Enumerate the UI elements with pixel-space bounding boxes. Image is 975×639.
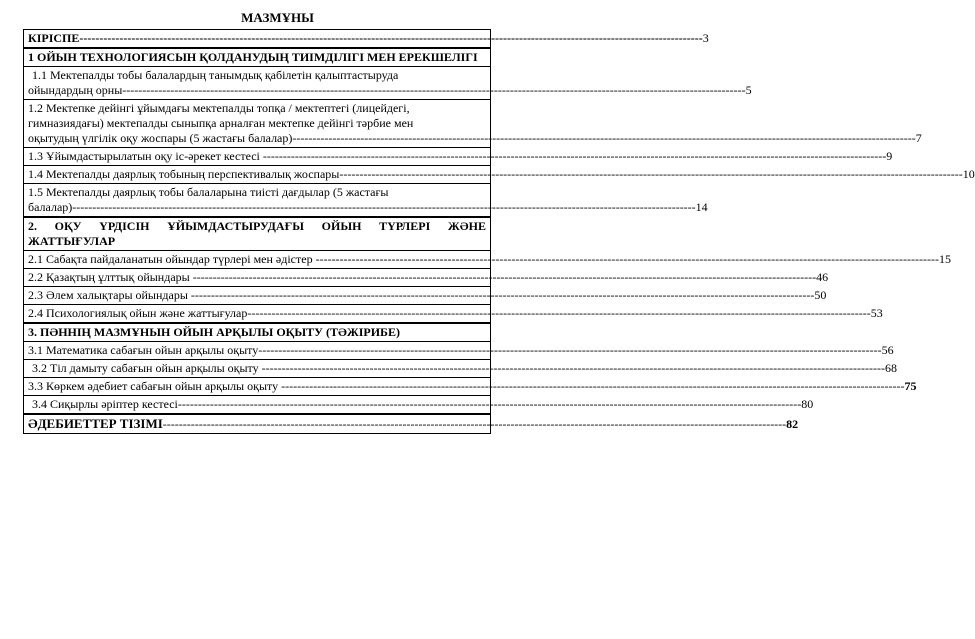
toc-row-intro	[24, 30, 491, 49]
toc-entry-text: 2.1 Сабақта пайдаланатын ойындар түрлері мен әдістер	[28, 252, 313, 266]
toc-entry-text-cont: гимназиядағы) мектепалды сыныпқа арналған мектепке дейінгі тәрбие мен	[28, 116, 414, 130]
dot-leader: ------------------------------------------------------------------------------------------------------------------------------------------------------------	[122, 83, 746, 97]
dot-leader: ------------------------------------------------------------------------------------------------------------------------------------------------------------	[339, 167, 963, 181]
toc-entry-text: 1.3 Ұйымдастырылатын оқу іс-әрекет кестесі	[28, 149, 260, 163]
toc-entry-page: 15	[938, 252, 951, 266]
dot-leader: ------------------------------------------------------------------------------------------------------------------------------------------------------------	[79, 31, 703, 45]
page-title: МАЗМҰНЫ	[241, 10, 314, 25]
toc-entry-text: 3.3 Көркем әдебиет сабағын ойын арқылы оқыту	[28, 379, 279, 393]
toc-entry-text: 3.2 Тіл дамыту сабағын ойын арқылы оқыту	[32, 361, 259, 375]
toc-row-1-1	[24, 67, 491, 100]
toc-row-chapter-1	[24, 48, 491, 67]
toc-entry-text: 2.4 Психологиялық ойын және жаттығулар	[28, 306, 248, 320]
toc-entry-text: 3.1 Математика сабағын ойын арқылы оқыту	[28, 343, 259, 357]
toc-entry-page: 56	[881, 343, 894, 357]
toc-entry-text: 1.1 Мектепалды тобы балалардың танымдық қабілетін қалыптастыруда	[32, 68, 399, 82]
toc-row-2-3	[24, 287, 491, 305]
dot-leader: ------------------------------------------------------------------------------------------------------------------------------------------------------------	[312, 252, 939, 266]
dot-leader: ------------------------------------------------------------------------------------------------------------------------------------------------------------	[258, 343, 882, 357]
toc-entry-page: 75	[904, 379, 917, 393]
toc-entry-page: 7	[915, 131, 922, 145]
toc-entry-text: ӘДЕБИЕТТЕР ТІЗІМІ	[28, 416, 163, 431]
dot-leader: ------------------------------------------------------------------------------------------------------------------------------------------------------------	[189, 270, 817, 284]
toc-row-1-2	[24, 100, 491, 148]
toc-row-3-4	[24, 396, 491, 415]
dot-leader: ------------------------------------------------------------------------------------------------------------------------------------------------------------	[187, 288, 815, 302]
dot-leader: ------------------------------------------------------------------------------------------------------------------------------------------------------------	[259, 149, 887, 163]
dot-leader: ------------------------------------------------------------------------------------------------------------------------------------------------------------	[258, 361, 886, 375]
toc-entry-page: 53	[870, 306, 883, 320]
dot-leader: ------------------------------------------------------------------------------------------------------------------------------------------------------------	[292, 131, 916, 145]
toc-row-2-1	[24, 251, 491, 269]
toc-row-1-5	[24, 184, 491, 218]
toc-entry-page: 80	[801, 397, 814, 411]
toc-entry-text-cont: ойындардың орны	[28, 83, 123, 97]
dot-leader: ------------------------------------------------------------------------------------------------------------------------------------------------------------	[177, 397, 802, 411]
toc-row-chapter-3	[24, 323, 491, 342]
dot-leader: ------------------------------------------------------------------------------------------------------------------------------------------------------------	[278, 379, 905, 393]
toc-entry-text: 2.3 Әлем халықтары ойындары	[28, 288, 188, 302]
toc-entry-text-cont: оқытудың үлгілік оқу жоспары (5 жастағы балалар)	[28, 131, 293, 145]
toc-chapter-heading: 2. ОҚУ ҮРДІСІН ҰЙЫМДАСТЫРУДАҒЫ ОЙЫН ТҮРЛЕРІ ЖӘНЕ ЖАТТЫҒУЛАР	[24, 217, 491, 251]
toc-entry-text: 1.4 Мектепалды даярлық тобының перспективалық жоспары	[28, 167, 340, 181]
toc-entry-page: 82	[786, 417, 799, 431]
toc-entry-page: 5	[745, 83, 752, 97]
toc-row-3-2	[24, 360, 491, 378]
dot-leader: ------------------------------------------------------------------------------------------------------------------------------------------------------------	[162, 417, 787, 431]
toc-entry-page: 14	[695, 200, 708, 214]
toc-entry-text-cont: балалар)	[28, 200, 73, 214]
toc-row-3-1	[24, 342, 491, 360]
toc-row-chapter-2	[24, 217, 491, 251]
dot-leader: ------------------------------------------------------------------------------------------------------------------------------------------------------------	[247, 306, 871, 320]
toc-row-2-4	[24, 305, 491, 324]
toc-entry-text: 1.5 Мектепалды даярлық тобы балаларына тиісті дағдылар (5 жастағы	[28, 185, 389, 199]
dot-leader: ------------------------------------------------------------------------------------------------------------------------------------------------------------	[72, 200, 696, 214]
toc-entry-text: 2.2 Қазақтың ұлттық ойындары	[28, 270, 190, 284]
toc-entry-text: КІРІСПЕ	[28, 31, 80, 45]
toc-entry-text: 3.4 Сиқырлы әріптер кестесі	[32, 397, 178, 411]
toc-entry-text: 1.2 Мектепке дейінгі ұйымдағы мектепалды топқа / мектептегі (лицейдегі,	[28, 101, 410, 115]
toc-row-1-4	[24, 166, 491, 184]
toc-row-bibliography	[24, 414, 491, 434]
toc-entry-page: 3	[702, 31, 709, 45]
toc-entry-page: 46	[816, 270, 829, 284]
toc-entry-page: 50	[814, 288, 827, 302]
toc-chapter-heading: 3. ПӘННІҢ МАЗМҰНЫН ОЙЫН АРҚЫЛЫ ОҚЫТУ (ТӘЖІРИБЕ)	[24, 323, 491, 342]
toc-row-2-2	[24, 269, 491, 287]
toc-row-1-3	[24, 148, 491, 166]
toc-chapter-heading: 1 ОЙЫН ТЕХНОЛОГИЯСЫН ҚОЛДАНУДЫҢ ТИІМДІЛІГІ МЕН ЕРЕКШЕЛІГІ	[24, 48, 491, 67]
toc-entry-page: 10	[962, 167, 975, 181]
toc-row-3-3	[24, 378, 491, 396]
toc-entry-page: 9	[886, 149, 893, 163]
toc-entry-page: 68	[885, 361, 898, 375]
table-of-contents	[23, 29, 975, 434]
